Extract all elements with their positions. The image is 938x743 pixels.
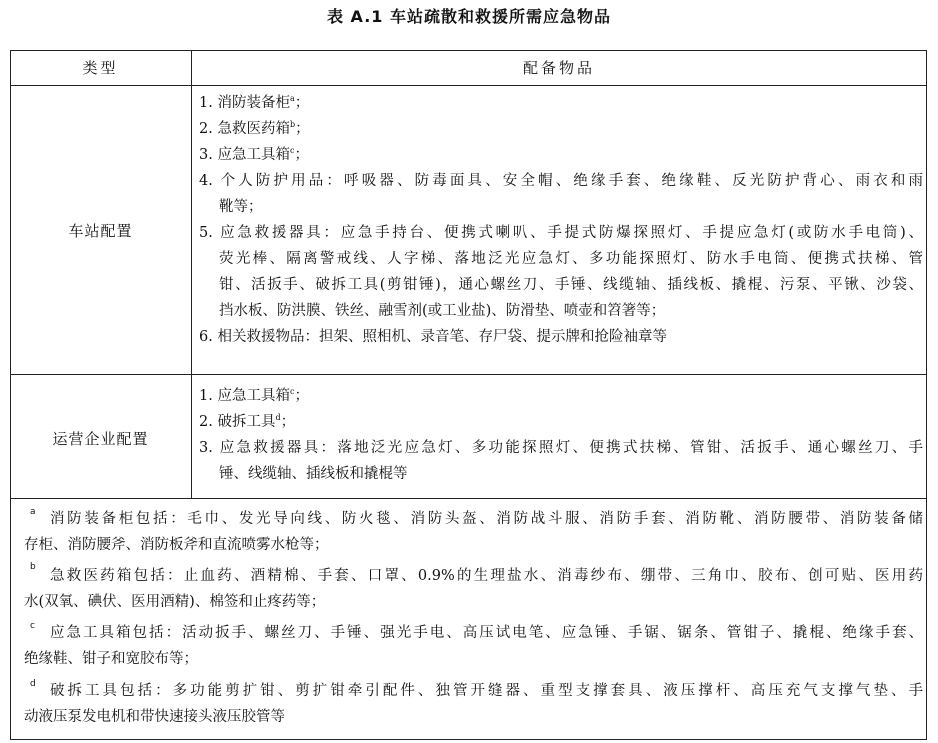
item-line: 3. 应急工具箱$^c$； — [199, 146, 309, 163]
header-type: 类型 — [82, 59, 119, 77]
row-type-operator: 运营企业配置 — [52, 430, 149, 448]
item-line: 6. 相关救援物品：担架、照相机、录音笔、存尸袋、提示牌和抢险袖章等 — [199, 329, 667, 345]
header-items: 配备物品 — [522, 59, 595, 77]
footnote-a — [24, 506, 923, 558]
item-line: 锤、线缆轴、插线板和撬棍等 — [219, 466, 408, 482]
column-divider — [191, 50, 192, 498]
note-mark: b — [30, 562, 36, 572]
note-line: 应急工具箱包括：活动扳手、螺丝刀、手锤、强光手电、高压试电笔、应急锤、手锯、锯条、管钳子、撬棍、绝缘手套、 — [50, 625, 923, 641]
row-type-station: 车站配置 — [68, 222, 133, 240]
note-line: 急救医药箱包括：止血药、酒精棉、手套、口罩、0.9%的生理盐水、消毒纱布、绷带、三角巾、胶布、创可贴、医用药 — [50, 568, 923, 584]
note-line: 存柜、消防腰斧、消防板斧和直流喷雾水枪等； — [24, 537, 329, 553]
item-line: 1. 应急工具箱$^c$； — [199, 387, 309, 404]
note-mark: a — [30, 507, 36, 517]
note-mark: d — [30, 679, 36, 689]
table-title: 表 A.1 车站疏散和救援所需应急物品 — [326, 7, 612, 26]
item-line: 3. 应急救援器具：落地泛光应急灯、多功能探照灯、便携式扶梯、管钳、活扳手、通心螺丝刀、手 — [199, 440, 923, 456]
station-items — [199, 90, 923, 350]
note-line: 消防装备柜包括：毛巾、发光导向线、防火毯、消防头盔、消防战斗服、消防手套、消防靴、消防腰带、消防装备储 — [50, 511, 923, 527]
footnote-c — [24, 620, 923, 672]
footnote-d — [24, 678, 923, 730]
footnote-mark: d — [275, 413, 281, 422]
operator-items — [199, 383, 923, 487]
notes-divider — [10, 498, 927, 499]
note-line: 绝缘鞋、钳子和宽胶布等； — [24, 651, 198, 667]
footnote-mark: b — [289, 120, 296, 129]
note-line: 动液压泵发电机和带快速接头液压胶管等 — [24, 709, 285, 725]
footnote-mark: c — [289, 387, 295, 396]
item-line: 靴等； — [219, 199, 263, 215]
row-divider — [10, 374, 927, 375]
header-divider — [10, 85, 927, 86]
item-line: 1. 消防装备柜$^a$； — [199, 94, 310, 111]
item-line: 2. 急救医药箱$^b$； — [199, 120, 310, 137]
item-line: 挡水板、防洪膜、铁丝、融雪剂(或工业盐)、防滑垫、喷壶和笤箸等； — [219, 303, 666, 319]
item-line: 4. 个人防护用品：呼吸器、防毒面具、安全帽、绝缘手套、绝缘鞋、反光防护背心、雨衣和雨 — [199, 173, 923, 189]
item-line: 5. 应急救援器具：应急手持台、便携式喇叭、手提式防爆探照灯、手提应急灯(或防水手电筒)、 — [199, 225, 923, 241]
note-mark: c — [30, 621, 35, 631]
item-line: 荧光棒、隔离警戒线、人字梯、落地泛光应急灯、多功能探照灯、防水手电筒、便携式扶梯、管 — [219, 251, 923, 267]
footnote-b — [24, 563, 923, 615]
footnote-mark: a — [289, 94, 295, 103]
note-line: 破拆工具包括：多功能剪扩钳、剪扩钳牵引配件、独管开缝器、重型支撑套具、液压撑杆、高压充气支撑气垫、手 — [50, 683, 923, 699]
item-line: 钳、活扳手、破拆工具(剪钳锤)，通心螺丝刀、手锤、线缆轴、插线板、撬棍、污泵、平锹、沙袋、 — [219, 277, 923, 293]
note-line: 水(双氧、碘伏、医用酒精)、棉签和止疼药等； — [24, 594, 326, 610]
footnote-mark: c — [289, 146, 295, 155]
item-line: 2. 破拆工具$^d$； — [199, 413, 296, 430]
